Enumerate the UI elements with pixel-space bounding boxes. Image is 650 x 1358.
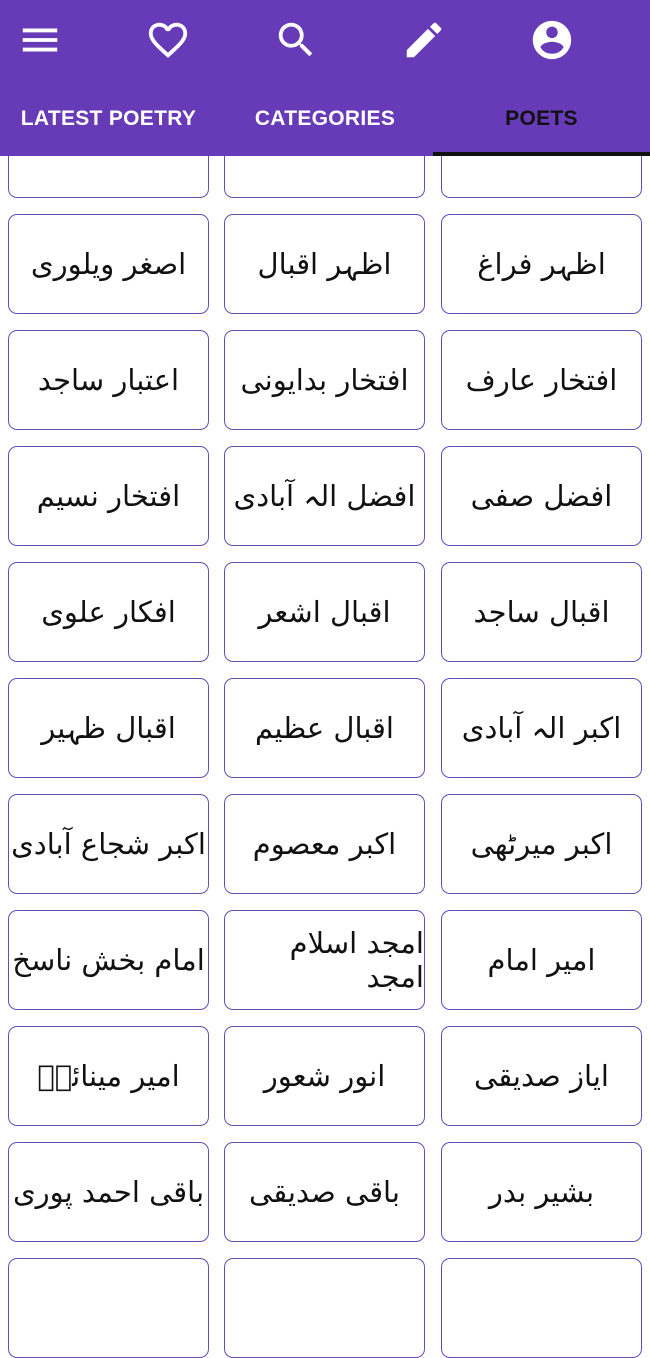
search-icon [273,17,319,63]
toolbar [0,0,650,80]
poet-name: اقبال اشعر [258,595,391,629]
poet-name: اکبر معصوم [252,827,397,861]
tab-bar [0,82,650,156]
poet-card[interactable] [441,794,642,894]
pencil-icon [401,17,447,63]
poet-name: امیر امام [487,943,596,977]
poet-name: افتخار نسیم [36,479,181,513]
poet-card[interactable] [441,1142,642,1242]
poet-name: ایاز صدیقی [474,1059,609,1093]
poet-card[interactable] [8,1026,209,1126]
tab-poets[interactable]: POETS [505,107,578,130]
poet-name: افتخار عارف [465,363,618,397]
tab-latest-poetry[interactable]: LATEST POETRY [20,107,197,130]
poet-card[interactable] [441,1258,642,1358]
poet-name: افضل الہ آبادی [233,479,416,513]
poet-card[interactable] [224,1142,425,1242]
poet-name: اصغر ویلوری [30,247,187,281]
poet-card[interactable] [224,446,425,546]
poet-card[interactable] [441,1026,642,1126]
poet-card[interactable] [8,1258,209,1358]
poet-card[interactable] [224,1258,425,1358]
poet-card[interactable] [8,562,209,662]
poet-name: اکبر شجاع آبادی [11,827,206,861]
poet-card[interactable] [224,910,425,1010]
app-bar [0,0,650,156]
poet-name: افکار علوی [41,595,176,629]
favorites-button[interactable] [140,12,196,68]
tab-categories[interactable]: CATEGORIES [254,107,396,130]
poet-card[interactable] [441,214,642,314]
poet-card[interactable] [8,446,209,546]
poet-name: اعتبار ساجد [37,363,180,397]
poet-card[interactable] [441,330,642,430]
poet-card[interactable] [8,678,209,778]
poet-card[interactable] [441,562,642,662]
poet-name: افضل صفی [470,479,613,513]
menu-icon [17,17,63,63]
poet-card[interactable] [8,214,209,314]
poet-card[interactable] [224,562,425,662]
poet-card[interactable] [8,794,209,894]
poet-name: امجد اسلام امجد [289,926,424,994]
heart-icon [145,17,191,63]
poet-name: اظہر اقبال [257,247,392,281]
poet-name: اکبر الہ آبادی [461,711,622,745]
poet-name: باقی صدیقی [249,1175,400,1209]
poet-name: امام بخش ناسخ [12,943,205,977]
poet-name: اقبال عظیم [255,711,394,745]
poet-name: امیر مینائیؔ [37,1059,180,1093]
poet-card[interactable] [8,330,209,430]
edit-button[interactable] [396,12,452,68]
menu-button[interactable] [12,12,68,68]
search-button[interactable] [268,12,324,68]
poet-card[interactable] [224,330,425,430]
poet-card[interactable] [224,1026,425,1126]
poet-name: اظہر فراغ [477,247,606,281]
account-button[interactable] [524,12,580,68]
poet-name: باقی احمد پوری [12,1175,205,1209]
poet-name: افتخار بدایونی [240,363,409,397]
poet-card[interactable] [441,910,642,1010]
poet-name: انور شعور [263,1059,386,1093]
poet-card[interactable] [441,446,642,546]
poet-card[interactable] [224,794,425,894]
poet-name: اقبال ظہیر [41,711,176,745]
account-icon [529,17,575,63]
poet-card[interactable] [224,678,425,778]
poet-card[interactable] [224,214,425,314]
poet-card[interactable] [441,678,642,778]
poet-name: اکبر میرٹھی [470,827,613,861]
active-tab-indicator [433,152,650,156]
poet-card[interactable] [8,1142,209,1242]
poet-card[interactable] [8,910,209,1010]
poet-name: اقبال ساجد [473,595,610,629]
poet-name: بشیر بدر [488,1175,595,1209]
